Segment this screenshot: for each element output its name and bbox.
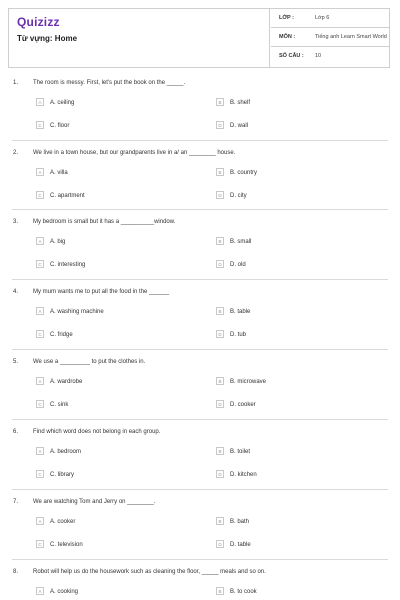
option-letter-box: A bbox=[36, 237, 44, 245]
question-text: My bedroom is small but it has a __________window. bbox=[33, 219, 176, 225]
question-number: 1. bbox=[13, 80, 19, 86]
meta-row-question-count bbox=[271, 47, 389, 66]
option-letter-box: C bbox=[36, 121, 44, 129]
option-letter-box: A bbox=[36, 98, 44, 106]
option-text: D. city bbox=[230, 193, 247, 199]
meta-value: 10 bbox=[315, 53, 322, 59]
quizizz-logo: Quizizz bbox=[17, 15, 60, 29]
option-letter-box: D bbox=[216, 191, 224, 199]
option-letter-box: C bbox=[36, 191, 44, 199]
option-text: D. table bbox=[230, 542, 251, 548]
question-divider bbox=[12, 209, 388, 210]
option-letter-box: B bbox=[216, 447, 224, 455]
option-text: B. shelf bbox=[230, 100, 251, 106]
question-text: Robot will help us do the housework such as cleaning the floor, _____ meals and so on. bbox=[33, 569, 266, 575]
question-number: 5. bbox=[13, 359, 19, 365]
option-letter-box: D bbox=[216, 540, 224, 548]
meta-label: LỚP : bbox=[279, 15, 294, 21]
option-letter-box: D bbox=[216, 470, 224, 478]
question-text: The room is messy. First, let's put the book on the _____. bbox=[33, 80, 186, 86]
option-text: B. country bbox=[230, 170, 258, 176]
option-letter-box: B bbox=[216, 98, 224, 106]
option-letter-box: B bbox=[216, 307, 224, 315]
meta-value: Lớp 6 bbox=[315, 15, 330, 21]
option-letter-box: A bbox=[36, 377, 44, 385]
option-text: B. microwave bbox=[230, 379, 267, 385]
option-letter-box: B bbox=[216, 517, 224, 525]
option-text: D. cooker bbox=[230, 402, 256, 408]
option-letter-box: D bbox=[216, 400, 224, 408]
question-divider bbox=[12, 419, 388, 420]
option-letter-box: C bbox=[36, 400, 44, 408]
worksheet-topic: Từ vựng: Home bbox=[17, 34, 78, 43]
header-divider bbox=[269, 9, 270, 67]
option-text: A. bedroom bbox=[50, 449, 82, 455]
worksheet-header bbox=[8, 8, 390, 68]
option-text: B. table bbox=[230, 309, 251, 315]
option-text: A. washing machine bbox=[50, 309, 104, 315]
option-text: C. fridge bbox=[50, 332, 73, 338]
option-text: B. toilet bbox=[230, 449, 251, 455]
option-letter-box: A bbox=[36, 517, 44, 525]
option-letter-box: B bbox=[216, 168, 224, 176]
meta-value: Tiếng anh Learn Smart World bbox=[315, 34, 387, 40]
option-text: A. cooking bbox=[50, 589, 79, 595]
question-divider bbox=[12, 489, 388, 490]
option-text: A. cooker bbox=[50, 519, 76, 525]
question-text: We live in a town house, but our grandparents live in a/ an ________ house. bbox=[33, 150, 236, 156]
option-letter-box: B bbox=[216, 587, 224, 595]
meta-label: MÔN : bbox=[279, 34, 296, 40]
question-text: We are watching Tom and Jerry on ________. bbox=[33, 499, 156, 505]
option-letter-box: A bbox=[36, 307, 44, 315]
option-text: A. wardrobe bbox=[50, 379, 83, 385]
option-text: B. to cook bbox=[230, 589, 257, 595]
option-text: B. small bbox=[230, 239, 252, 245]
option-text: C. interesting bbox=[50, 262, 86, 268]
option-text: C. floor bbox=[50, 123, 70, 129]
question-text: We use a _________ to put the clothes in. bbox=[33, 359, 146, 365]
question-number: 8. bbox=[13, 569, 19, 575]
option-text: C. library bbox=[50, 472, 75, 478]
option-letter-box: D bbox=[216, 121, 224, 129]
option-text: C. sink bbox=[50, 402, 69, 408]
option-letter-box: B bbox=[216, 377, 224, 385]
question-divider bbox=[12, 559, 388, 560]
option-text: D. kitchen bbox=[230, 472, 257, 478]
question-number: 4. bbox=[13, 289, 19, 295]
option-text: B. bath bbox=[230, 519, 250, 525]
meta-row-subject bbox=[271, 28, 389, 47]
question-number: 6. bbox=[13, 429, 19, 435]
question-number: 7. bbox=[13, 499, 19, 505]
option-letter-box: D bbox=[216, 260, 224, 268]
option-text: C. apartment bbox=[50, 193, 85, 199]
question-divider bbox=[12, 279, 388, 280]
option-text: A. villa bbox=[50, 170, 68, 176]
option-letter-box: A bbox=[36, 447, 44, 455]
option-letter-box: C bbox=[36, 330, 44, 338]
option-letter-box: C bbox=[36, 470, 44, 478]
question-number: 2. bbox=[13, 150, 19, 156]
question-divider bbox=[12, 140, 388, 141]
question-text: Find which word does not belong in each group. bbox=[33, 429, 161, 435]
meta-row-class bbox=[271, 9, 389, 28]
option-letter-box: C bbox=[36, 260, 44, 268]
option-text: A. ceiling bbox=[50, 100, 75, 106]
option-text: D. tub bbox=[230, 332, 247, 338]
option-text: D. wall bbox=[230, 123, 249, 129]
option-letter-box: D bbox=[216, 330, 224, 338]
meta-label: SỐ CÂU : bbox=[279, 53, 304, 59]
option-text: D. old bbox=[230, 262, 246, 268]
question-text: My mum wants me to put all the food in the ______ bbox=[33, 289, 170, 295]
option-letter-box: B bbox=[216, 237, 224, 245]
option-text: C. television bbox=[50, 542, 83, 548]
option-letter-box: A bbox=[36, 168, 44, 176]
question-divider bbox=[12, 349, 388, 350]
option-text: A. big bbox=[50, 239, 66, 245]
option-letter-box: C bbox=[36, 540, 44, 548]
question-number: 3. bbox=[13, 219, 19, 225]
option-letter-box: A bbox=[36, 587, 44, 595]
